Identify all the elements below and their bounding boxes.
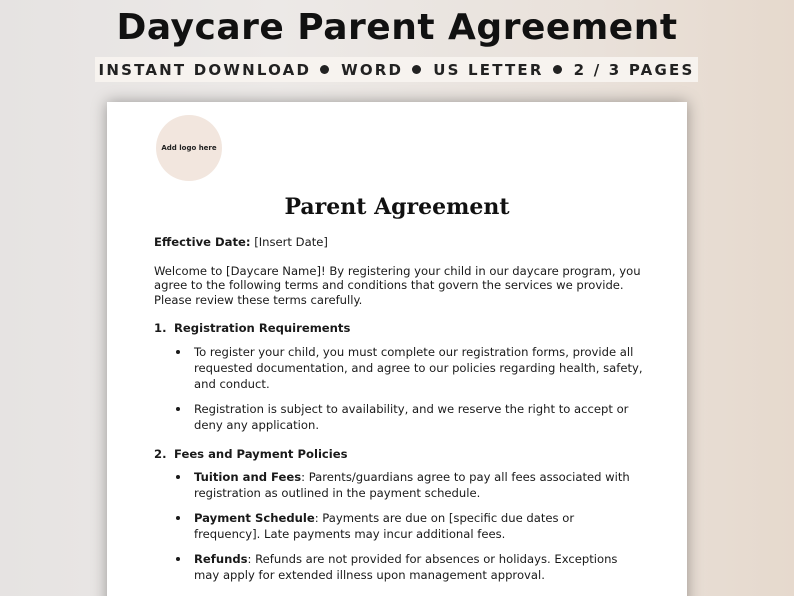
intro-paragraph: Welcome to [Daycare Name]! By registering your child in our daycare program, you agree to the following terms and conditions that govern the services we provide. Please review these terms carefully. bbox=[154, 263, 641, 307]
document-title: Parent Agreement bbox=[284, 194, 510, 220]
section-title: Fees and Payment Policies bbox=[174, 446, 348, 461]
bullet-list bbox=[174, 469, 644, 583]
bullet-list bbox=[174, 344, 644, 433]
list-item bbox=[174, 469, 644, 501]
list-item bbox=[174, 344, 644, 392]
feature-banner bbox=[95, 57, 698, 82]
list-item bbox=[174, 510, 644, 542]
document-body bbox=[154, 235, 644, 592]
banner-item-format: WORD bbox=[341, 60, 404, 79]
section-number: 2. bbox=[154, 446, 167, 461]
list-item-label: Tuition and Fees bbox=[194, 470, 302, 484]
page-title: Daycare Parent Agreement bbox=[116, 7, 678, 48]
list-item-text: Registration is subject to availability, and we reserve the right to accept or deny any application. bbox=[194, 401, 629, 432]
list-item-text: To register your child, you must complete our registration forms, provide all requested documentation, and agree to our policies regarding health, safety, and conduct. bbox=[194, 344, 643, 391]
list-item-text: : Parents/guardians agree to pay all fees associated with registration as outlined in the payment schedule. bbox=[194, 470, 630, 500]
effective-date-label: Effective Date: bbox=[154, 235, 251, 249]
bullet-dot-icon bbox=[412, 65, 421, 74]
list-item bbox=[174, 551, 644, 583]
bullet-dot-icon bbox=[320, 65, 329, 74]
banner-item-paper-size: US LETTER bbox=[433, 60, 544, 79]
banner-item-pages: 2 / 3 PAGES bbox=[573, 60, 695, 79]
section-heading bbox=[154, 447, 644, 462]
list-item-label: Payment Schedule bbox=[194, 511, 315, 525]
section-heading bbox=[154, 321, 644, 336]
banner-item-download: INSTANT DOWNLOAD bbox=[98, 60, 312, 79]
effective-date-value: [Insert Date] bbox=[250, 235, 328, 249]
section-number: 1. bbox=[154, 321, 167, 335]
section-fees bbox=[154, 447, 644, 584]
list-item-label: Refunds bbox=[194, 552, 248, 566]
section-title: Registration Requirements bbox=[174, 321, 351, 335]
logo-placeholder: Add logo here bbox=[156, 115, 222, 181]
section-registration bbox=[154, 321, 644, 433]
document-page bbox=[107, 102, 687, 596]
list-item-text: : Refunds are not provided for absences or holidays. Exceptions may apply for extended illness upon management approval. bbox=[194, 552, 618, 582]
bullet-dot-icon bbox=[553, 65, 562, 74]
list-item bbox=[174, 401, 644, 433]
list-item-text: : Payments are due on [specific due dates or frequency]. Late payments may incur additional fees. bbox=[194, 511, 575, 541]
effective-date bbox=[154, 235, 644, 250]
